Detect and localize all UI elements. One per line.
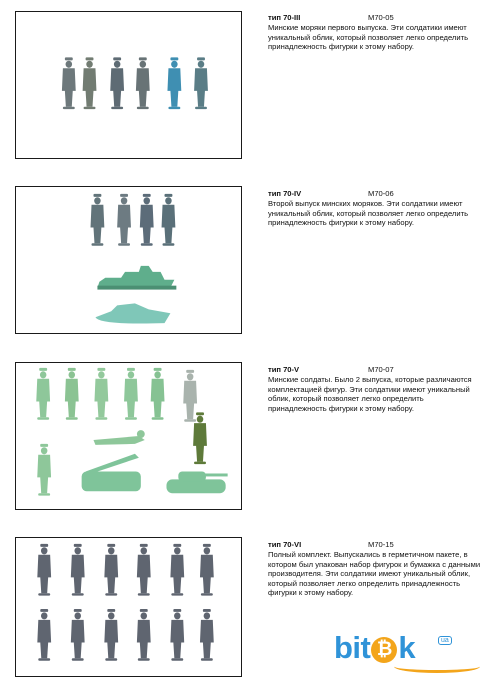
description-text: Минские моряки первого выпуска. Эти солдатики имеют уникальный облик, который позволяет легко определить принадлежность фигурки к этому набору. [268, 23, 469, 52]
catalog-code: М70-07 [368, 365, 394, 374]
entry-description [268, 189, 483, 228]
entry-description [268, 540, 483, 597]
soldier-figures-image [16, 363, 241, 509]
silver-soldier-figures-image [16, 538, 241, 676]
sailor-and-ship-image [16, 187, 241, 333]
description-text: Минские солдаты. Было 2 выпуска, которые различаются комплектацией фигур. Эти солдатики имеют уникальный облик, который позволяет легко определить принадлежность фигурки к этому набору. [268, 375, 472, 413]
bitcoin-coin-icon: ₿ [371, 637, 397, 663]
logo-text-right: k [398, 630, 416, 665]
logo-swoosh [394, 660, 480, 673]
logo-badge: ua [438, 636, 452, 645]
description-text: Второй выпуск минских моряков. Эти солдатики имеют уникальный облик, который позволяет легко определить принадлежность фигурки к этому набору. [268, 199, 469, 228]
sailor-figures-image [16, 12, 241, 158]
type-label: тип 70-IV [268, 189, 302, 198]
logo-text-left: bit [334, 630, 371, 665]
description-text: Полный комплект. Выпускались в герметичном пакете, в котором был упакован набор фигурок и бумажка с данными производителя. Эти солдатики имеют уникальный облик, который позволяет легко определить принадлежность фигурки к этому набору. [268, 550, 481, 598]
warship-model [97, 266, 176, 290]
missile-launcher-model [82, 454, 141, 491]
catalog-code: М70-15 [368, 540, 394, 549]
crawling-soldier [93, 430, 144, 445]
type-label: тип 70-III [268, 13, 301, 22]
photo-set-70-iv [15, 186, 242, 334]
boat-model [95, 303, 170, 323]
photo-set-70-vi [15, 537, 242, 677]
photo-set-70-v [15, 362, 242, 510]
catalog-code: М70-06 [368, 189, 394, 198]
bitok-logo [334, 630, 484, 674]
type-label: тип 70-VI [268, 540, 302, 549]
catalog-code: М70-05 [368, 13, 394, 22]
type-label: тип 70-V [268, 365, 300, 374]
photo-set-70-iii [15, 11, 242, 159]
tank-model [166, 472, 227, 494]
entry-description [268, 365, 483, 413]
entry-description [268, 13, 483, 52]
